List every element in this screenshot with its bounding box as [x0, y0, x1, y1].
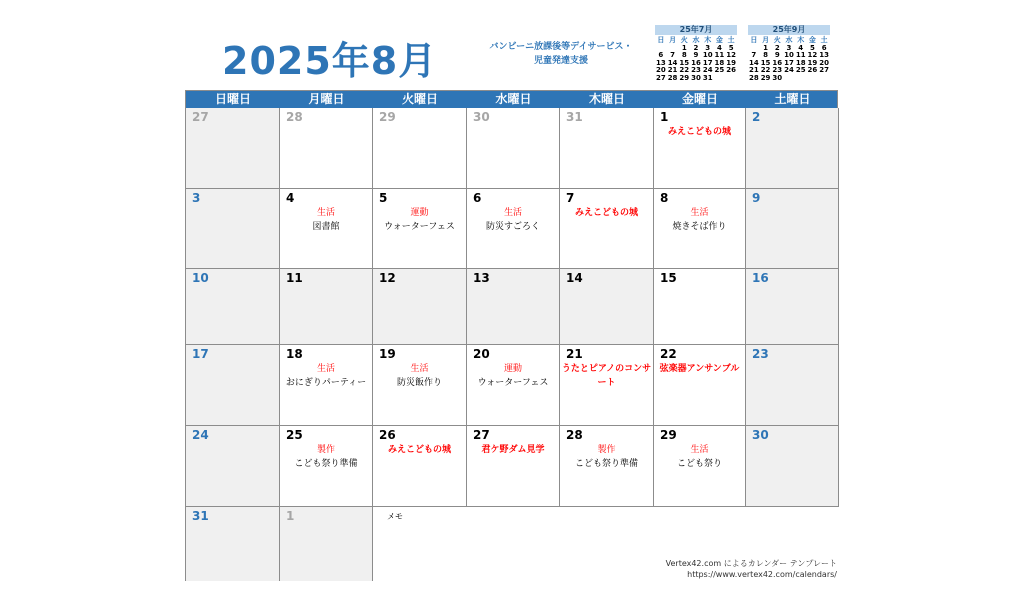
day-event — [373, 443, 466, 457]
mini-day: 19 — [807, 58, 818, 67]
mini-day: 12 — [807, 51, 818, 60]
mini-day: 10 — [784, 51, 794, 60]
mini-day: 13 — [819, 51, 830, 60]
day-number: 6 — [473, 191, 482, 205]
day-event — [373, 362, 466, 390]
day-cell[interactable] — [467, 426, 560, 507]
mini-day: 20 — [655, 66, 666, 75]
event-category: 生活 — [690, 445, 709, 455]
mini-day: 3 — [705, 43, 711, 52]
day-number: 19 — [379, 347, 396, 361]
mini-weekday-label: 月 — [762, 36, 770, 44]
day-cell[interactable] — [654, 345, 746, 426]
mini-day — [783, 75, 795, 83]
day-number: 29 — [379, 110, 396, 124]
mini-day: 11 — [795, 51, 806, 60]
mini-weekday-label: 金 — [808, 36, 816, 44]
day-event — [280, 206, 372, 234]
mini-weekday-label: 日 — [657, 36, 665, 44]
day-number: 30 — [752, 428, 769, 442]
weekday-header: 月曜日 — [308, 92, 345, 106]
day-cell[interactable] — [373, 269, 467, 345]
event-category: 生活 — [316, 364, 335, 374]
mini-day: 7 — [751, 51, 757, 60]
day-number: 23 — [752, 347, 769, 361]
weekday-header: 水曜日 — [495, 92, 532, 106]
day-number: 29 — [660, 428, 677, 442]
mini-calendar-prev-title: 25年7月 — [655, 25, 737, 35]
organization-line-2: 児童発達支援 — [533, 56, 588, 66]
mini-day — [714, 75, 726, 83]
mini-day: 14 — [667, 58, 678, 67]
weekday-header: 木曜日 — [588, 92, 625, 106]
mini-day: 2 — [774, 43, 780, 52]
mini-day: 21 — [748, 66, 759, 75]
mini-weekday-label: 土 — [820, 36, 828, 44]
day-cell[interactable] — [280, 108, 373, 189]
day-number: 1 — [286, 509, 295, 523]
month-calendar — [185, 90, 838, 581]
mini-day: 17 — [702, 58, 713, 67]
mini-day: 9 — [693, 51, 699, 60]
day-cell[interactable] — [746, 269, 839, 345]
day-cell[interactable] — [560, 345, 654, 426]
day-event — [280, 443, 372, 471]
day-cell[interactable] — [467, 108, 560, 189]
day-cell[interactable] — [560, 269, 654, 345]
mini-day: 30 — [772, 73, 783, 82]
mini-day: 5 — [728, 43, 734, 52]
mini-weekday-label: 火 — [680, 36, 688, 44]
day-number: 31 — [192, 509, 209, 523]
mini-day: 17 — [784, 58, 794, 67]
mini-calendar-next-days — [748, 45, 830, 83]
day-cell[interactable] — [467, 269, 560, 345]
day-number: 13 — [473, 271, 490, 285]
day-cell[interactable] — [654, 189, 746, 269]
day-number: 5 — [379, 191, 388, 205]
day-number: 7 — [566, 191, 575, 205]
mini-day: 8 — [763, 51, 768, 60]
mini-day: 11 — [714, 51, 725, 60]
day-cell[interactable] — [373, 426, 467, 507]
day-cell[interactable] — [280, 507, 373, 581]
mini-day: 8 — [681, 51, 687, 60]
day-number: 25 — [286, 428, 303, 442]
mini-day: 23 — [772, 66, 783, 75]
mini-day: 28 — [748, 73, 759, 82]
mini-weekday-label: 水 — [785, 36, 793, 44]
day-cell[interactable] — [560, 426, 654, 507]
mini-weekday-label: 金 — [715, 36, 723, 44]
mini-day: 24 — [784, 66, 794, 75]
day-cell[interactable] — [746, 345, 839, 426]
day-cell[interactable] — [280, 269, 373, 345]
mini-calendar-next-title: 25年9月 — [748, 25, 830, 35]
day-number: 14 — [566, 271, 583, 285]
day-number: 8 — [660, 191, 669, 205]
mini-day: 1 — [681, 43, 687, 52]
event-title: 弦楽器アンサンブル — [659, 364, 740, 374]
event-description: 防災飯作り — [396, 378, 442, 388]
calendar-grid — [186, 108, 837, 581]
day-event — [280, 362, 372, 390]
mini-weekday-label: 水 — [692, 36, 700, 44]
day-cell[interactable] — [560, 108, 654, 189]
day-cell[interactable] — [280, 426, 373, 507]
weekday-header: 土曜日 — [774, 92, 811, 106]
day-cell[interactable] — [186, 507, 280, 581]
mini-day: 4 — [716, 43, 722, 52]
memo-area[interactable] — [373, 507, 839, 581]
event-description: こども祭り準備 — [574, 459, 638, 469]
day-event — [373, 206, 466, 234]
day-number: 16 — [752, 271, 769, 285]
mini-calendar-prev — [655, 25, 737, 83]
event-category: 運動 — [410, 208, 429, 218]
mini-day: 24 — [702, 66, 713, 75]
mini-day: 19 — [726, 58, 737, 67]
mini-day: 2 — [693, 43, 699, 52]
mini-day: 18 — [714, 58, 725, 67]
event-category: 生活 — [503, 208, 522, 218]
mini-day: 15 — [679, 58, 690, 67]
weekday-header: 金曜日 — [681, 92, 718, 106]
day-number: 1 — [660, 110, 669, 124]
event-title: みえこどもの城 — [387, 445, 451, 455]
day-number: 28 — [286, 110, 303, 124]
day-cell[interactable] — [280, 345, 373, 426]
day-event — [654, 443, 745, 471]
day-number: 27 — [473, 428, 490, 442]
mini-day: 25 — [795, 66, 806, 75]
day-number: 9 — [752, 191, 761, 205]
day-number: 21 — [566, 347, 583, 361]
mini-day: 13 — [655, 58, 666, 67]
day-cell[interactable] — [373, 108, 467, 189]
mini-day — [725, 75, 737, 83]
event-description: 防災すごろく — [485, 222, 540, 232]
weekday-header: 日曜日 — [214, 92, 251, 106]
event-category: 生活 — [410, 364, 429, 374]
day-cell[interactable] — [373, 345, 467, 426]
day-cell[interactable] — [186, 269, 280, 345]
mini-weekday-label: 月 — [669, 36, 677, 44]
mini-day: 12 — [726, 51, 737, 60]
day-number: 18 — [286, 347, 303, 361]
day-event — [654, 206, 745, 234]
mini-day: 27 — [819, 66, 830, 75]
day-event — [467, 362, 559, 390]
event-category: 製作 — [316, 445, 335, 455]
template-credit — [666, 558, 837, 580]
mini-day: 6 — [658, 51, 664, 60]
day-number: 17 — [192, 347, 209, 361]
mini-day: 16 — [691, 58, 701, 67]
mini-day: 15 — [760, 58, 771, 67]
day-number: 22 — [660, 347, 677, 361]
event-description: おにぎりパーティー — [285, 378, 367, 388]
event-description: ウォーターフェス — [477, 378, 549, 388]
event-title: みえこどもの城 — [667, 127, 731, 137]
day-cell[interactable] — [467, 345, 560, 426]
mini-weekday-label: 木 — [704, 36, 712, 44]
day-cell[interactable] — [373, 189, 467, 269]
mini-day — [807, 75, 819, 83]
day-number: 3 — [192, 191, 201, 205]
day-event — [654, 125, 745, 139]
mini-day: 26 — [807, 66, 818, 75]
mini-day: 7 — [670, 51, 675, 60]
organization-line-1: バンビーニ放課後等デイサービス・ — [489, 42, 633, 52]
event-title: みえこどもの城 — [574, 208, 638, 218]
day-cell[interactable] — [560, 189, 654, 269]
day-cell[interactable] — [746, 426, 839, 507]
day-event — [560, 443, 653, 471]
day-number: 28 — [566, 428, 583, 442]
day-cell[interactable] — [186, 345, 280, 426]
day-cell[interactable] — [467, 189, 560, 269]
mini-day — [818, 75, 830, 83]
mini-day: 10 — [702, 51, 713, 60]
day-number: 30 — [473, 110, 490, 124]
day-number: 31 — [566, 110, 583, 124]
event-category: 生活 — [690, 208, 709, 218]
day-cell[interactable] — [654, 269, 746, 345]
day-number: 10 — [192, 271, 209, 285]
memo-label: メモ — [387, 512, 403, 521]
day-cell[interactable] — [280, 189, 373, 269]
event-description: 焼きそば作り — [672, 222, 727, 232]
mini-day: 25 — [714, 66, 725, 75]
organization-name — [488, 40, 634, 68]
day-event — [467, 443, 559, 457]
day-number: 20 — [473, 347, 490, 361]
weekday-header-row — [186, 91, 837, 108]
day-cell[interactable] — [654, 426, 746, 507]
mini-day: 6 — [821, 43, 827, 52]
day-number: 24 — [192, 428, 209, 442]
day-cell[interactable] — [746, 189, 839, 269]
event-category: 運動 — [503, 364, 522, 374]
mini-day: 3 — [786, 43, 792, 52]
day-event — [654, 362, 745, 376]
mini-day: 31 — [702, 73, 713, 82]
event-description: ウォーターフェス — [384, 222, 455, 232]
mini-day: 22 — [760, 66, 771, 75]
day-cell[interactable] — [186, 426, 280, 507]
day-event — [467, 206, 559, 234]
mini-weekday-label: 日 — [750, 36, 758, 44]
mini-day: 5 — [809, 43, 815, 52]
mini-calendar-prev-days — [655, 45, 737, 83]
mini-weekday-label: 土 — [727, 36, 735, 44]
mini-day — [795, 75, 807, 83]
mini-day: 4 — [798, 43, 804, 52]
event-category: 生活 — [316, 208, 335, 218]
mini-day: 18 — [795, 58, 806, 67]
mini-day: 29 — [679, 73, 690, 82]
mini-day: 16 — [772, 58, 783, 67]
day-number: 2 — [752, 110, 761, 124]
mini-day: 20 — [819, 58, 830, 67]
mini-day: 9 — [774, 51, 780, 60]
page-title: 2025年8月 — [222, 39, 438, 83]
day-cell[interactable] — [186, 189, 280, 269]
mini-day: 30 — [691, 73, 701, 82]
event-description: 図書館 — [312, 222, 340, 232]
event-title: 君ケ野ダム見学 — [481, 445, 545, 455]
day-number: 26 — [379, 428, 396, 442]
mini-day: 29 — [760, 73, 771, 82]
event-title: うたとピアノのコンサート — [561, 364, 652, 388]
credit-text: Vertex42.com によるカレンダー テンプレート — [665, 559, 837, 568]
day-cell[interactable] — [654, 108, 746, 189]
mini-day: 21 — [667, 66, 678, 75]
day-cell[interactable] — [746, 108, 839, 189]
day-number: 12 — [379, 271, 396, 285]
event-description: こども祭り準備 — [294, 459, 358, 469]
credit-link[interactable]: https://www.vertex42.com/calendars/ — [687, 570, 837, 579]
day-number: 15 — [660, 271, 677, 285]
event-description: こども祭り — [676, 459, 722, 469]
mini-day: 26 — [726, 66, 737, 75]
day-number: 4 — [286, 191, 295, 205]
event-category: 製作 — [597, 445, 616, 455]
day-event — [560, 362, 653, 390]
mini-day: 14 — [748, 58, 759, 67]
mini-day: 22 — [679, 66, 690, 75]
mini-day: 1 — [763, 43, 768, 52]
mini-day: 23 — [691, 66, 701, 75]
day-number: 11 — [286, 271, 303, 285]
mini-weekday-label: 木 — [797, 36, 805, 44]
day-event — [560, 206, 653, 220]
weekday-header: 火曜日 — [401, 92, 438, 106]
mini-day: 28 — [667, 73, 678, 82]
mini-weekday-label: 火 — [773, 36, 781, 44]
mini-day: 27 — [655, 73, 666, 82]
day-cell[interactable] — [186, 108, 280, 189]
day-number: 27 — [192, 110, 209, 124]
mini-calendar-next — [748, 25, 830, 83]
